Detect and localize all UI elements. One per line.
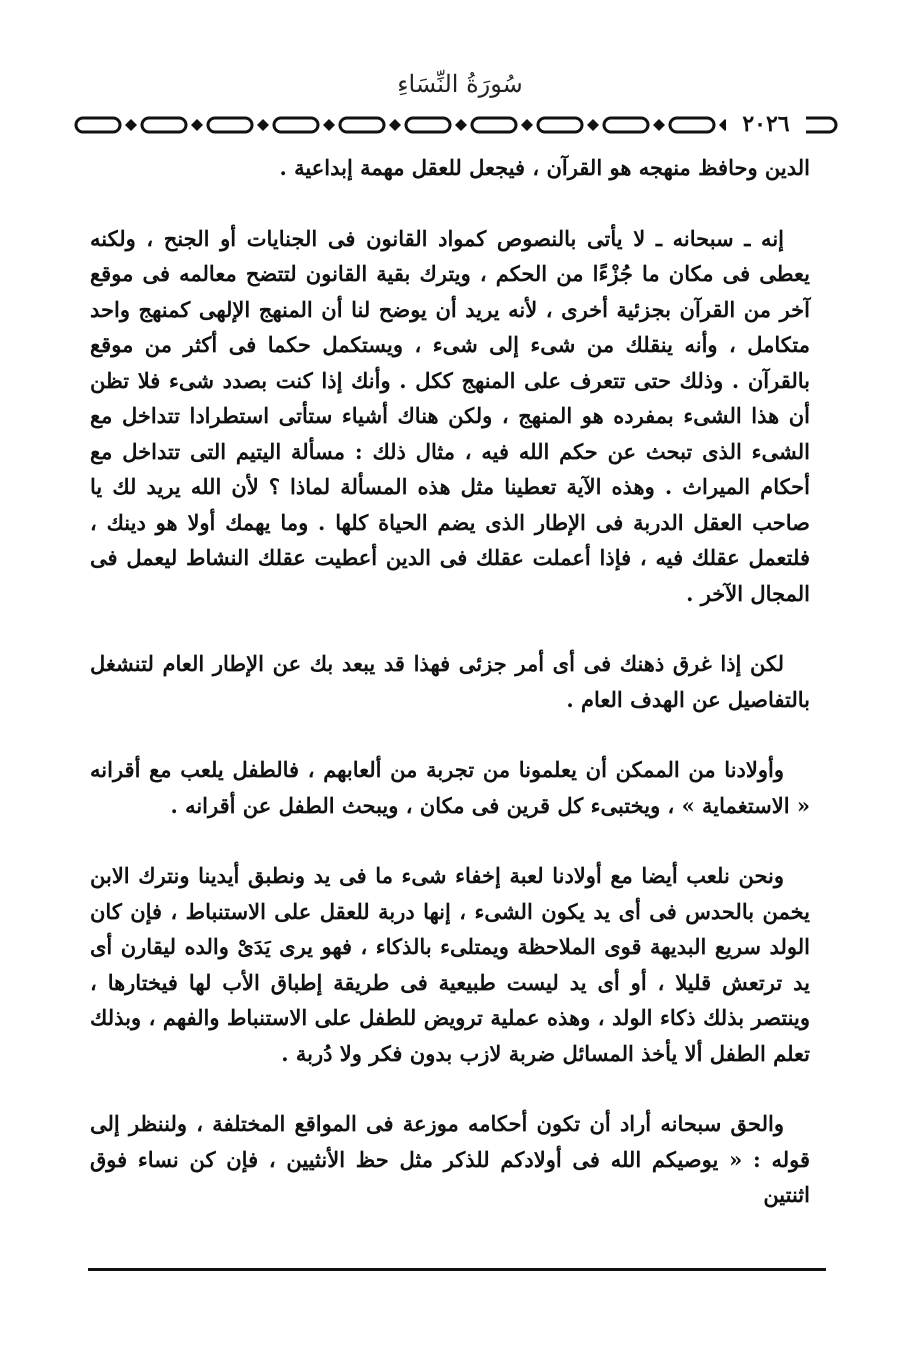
paragraph: والحق سبحانه أراد أن تكون أحكامه موزعة فى المواقع المختلفة ، ولننظر إلى قوله : « يوصيكم الله فى أولادكم للذكر مثل حظ الأنثيين ، فإن كن نساء فوق اثنتين: [90, 1111, 810, 1207]
paragraph: الدين وحافظ منهجه هو القرآن ، فيجعل للعقل مهمة إبداعية .: [279, 155, 810, 180]
ornamental-border: [70, 110, 840, 140]
paragraph: إنه ـ سبحانه ـ لا يأتى بالنصوص كمواد القانون فى الجنايات أو الجنح ، ولكنه يعطى فى مكان ما جُزْءًا من الحكم ، ويترك بقية القانون لتتضح معالمه فى موقع آخر من القرآن بجزئية أخرى ، لأنه يريد أن يوضح لنا أن المنهج الإلهى كمنهج واحد متكامل ، وأنه ينقلك من شىء إلى شىء ، ويستكمل حكما فى أكثر من موقع بالقرآن . وذلك حتى تتعرف على المنهج ككل . وأنك إذا كنت بصدد شىء فلا تظن أن هذا الشىء بمفرده هو المنهج ، ولكن هناك أشياء ستأتى استطرادا تتداخل مع الشىء الذى تبحث عن حكم الله فيه ، مثال ذلك : مسألة اليتيم التى تتداخل مع أحكام الميراث . وهذه الآية تعطينا مثل هذه المسألة لماذا ؟ لأن الله يريد لك يا صاحب العقل الدربة فى الإطار الذى يضم الحياة كلها . وما يهمك أولا هو دينك ، فلتعمل عقلك فيه ، فإذا أعملت عقلك فى الدين أعطيت عقلك النشاط ليعمل فى المجال الآخر .: [90, 225, 810, 606]
paragraph: ونحن نلعب أيضا مع أولادنا لعبة إخفاء شىء ما فى يد ونطبق أيدينا ونترك الابن يخمن بالحدس فى أى يد يكون الشىء ، إنها دربة للعقل على الاستنباط ، فإن كان الولد سريع البديهة قوى الملاحظة ويمتلىء بالذكاء ، فهو يرى يَدَىْ والده ليقارن أى يد ترتعش قليلا ، أو أى يد ليست طبيعية فى طريقة إطباق الأب لها فيختارها ، وينتصر بذلك ذكاء الولد ، وهذه عملية ترويض للطفل على الاستنباط والفهم ، وبذلك تعلم الطفل ألا يأخذ المسائل ضربة لازب بدون فكر ولا دُربة .: [90, 863, 810, 1066]
paragraph: وأولادنا من الممكن أن يعلمونا من تجربة من ألعابهم ، فالطفل يلعب مع أقرانه « الاستغماية » ، ويختبىء كل قرين فى مكان ، ويبحث الطفل عن أقرانه .: [90, 757, 810, 818]
page-body: [90, 150, 810, 1213]
surah-title: سُورَةُ النِّسَاءِ: [397, 70, 523, 98]
footer-rule: [88, 1268, 826, 1271]
page-number: ٢٠٢٦: [726, 110, 806, 138]
paragraph: لكن إذا غرق ذهنك فى أى أمر جزئى فهذا قد يبعد بك عن الإطار العام لتنشغل بالتفاصيل عن الهدف العام .: [90, 651, 810, 712]
